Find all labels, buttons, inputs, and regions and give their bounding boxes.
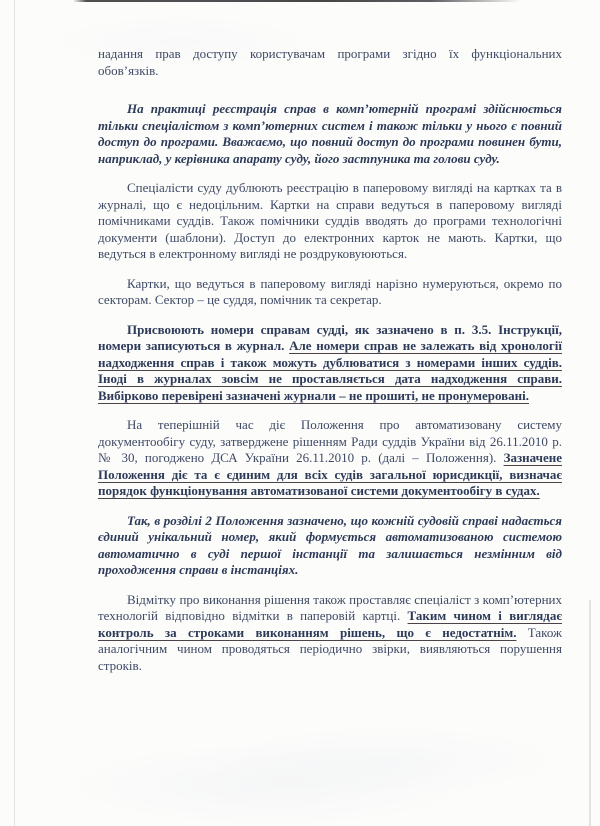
text-run: Картки, що ведуться в паперовому вигляді нарізно нумеруються, окремо по секторам. Сектор – це суддя, помічник та секретар. — [98, 275, 562, 307]
paragraph — [98, 101, 562, 167]
text-run: Так, в розділі 2 Положення зазначено, що кожній судовій справі надається єдиний унікальний номер, який формується автоматизованою системою автоматично в суді першої інстанції та залишається незмінним від проходження справи в інстанціях. — [98, 512, 562, 577]
text-run: Але номери справ не залежать від хронології надходження справ і також можуть дублюватися з номерами інших суддів. Іноді в журналах зовсім не проставляється дата надходження справи. Вибірково перевірені зазначені журнали – не прошиті, не пронумеровані. — [98, 338, 562, 403]
text-run: Зазначене Положення діє та є єдиним для всіх судів загальної юрисдикції, визначає порядок функціонування автоматизованої системи документообігу в судах. — [98, 450, 562, 498]
paragraph — [98, 322, 562, 405]
paragraph — [98, 276, 562, 309]
scan-artifact-left-fold-line — [14, 0, 15, 826]
scan-artifact-top-edge — [73, 0, 521, 2]
text-run: Таким чином і виглядає контроль за строками виконанням рішень, що є недостатнім. — [98, 608, 562, 640]
paragraph — [98, 46, 562, 79]
text-run: надання прав доступу користувачам програми згідно їх функціональних обов’язків. — [98, 46, 562, 78]
text-run: Відмітку про виконання рішення також проставляє спеціаліст з комп’ютерних технологій відповідно відмітки в паперовій картці. — [98, 591, 562, 623]
scan-artifact-right-shadow-line — [589, 600, 591, 826]
paragraph — [98, 417, 562, 500]
paragraph — [98, 180, 562, 263]
text-run: Також аналогічним чином проводяться періодично звірки, виявляються порушення строків. — [98, 624, 562, 673]
text-run: На практиці реєстрація справ в комп’ютерній програмі здійснюється тільки спеціалістом з комп’ютерних систем і також тільки у нього є повний доступ до програми. Вважаємо, що повний доступ до програми повинен бути, наприклад, у керівника апарату суду, його застпуника та голови суду. — [98, 101, 562, 166]
document-body — [98, 46, 562, 687]
text-run: На теперішній час діє Положення про автоматизовану систему документообігу суду, затверджене рішенням Ради суддів України від 26.11.2010 р. № 30, погоджено ДСА України 26.11.2010 р. (далі – Положення). — [98, 417, 562, 465]
paragraph — [98, 513, 562, 579]
paragraph — [98, 592, 562, 675]
text-run: Присвоюють номери справам судді, як зазначено в п. 3.5. Інструкції, номери записуються в журнал. — [98, 321, 562, 353]
text-run: Спеціалісти суду дублюють реєстрацію в паперовому вигляді на картках та в журналі, що є недоцільним. Картки на справи ведуться в паперовому вигляді помічниками суддів. Також помічники суддів вводять до програми технологічні документи (шаблони). Доступ до електронних карток не мають. Картки, що ведуться в електронному вигляді не роздруковуюються. — [98, 180, 562, 261]
